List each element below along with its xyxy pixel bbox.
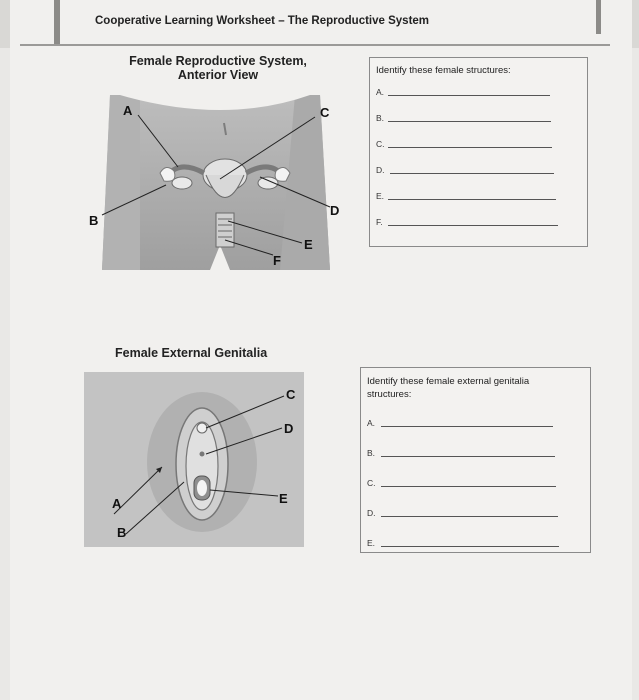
answer2-line-a[interactable] <box>381 426 553 427</box>
figure1-label-d: D <box>330 203 340 218</box>
answer-box2-heading <box>367 375 529 401</box>
section2-title: Female External Genitalia <box>115 346 268 360</box>
answer1-line-e[interactable] <box>388 199 556 200</box>
answer1-letter-c: C. <box>376 139 385 149</box>
answer1-line-a[interactable] <box>388 95 550 96</box>
answer2-letter-a: A. <box>367 418 376 428</box>
binder-clip-left <box>54 0 60 46</box>
vulva-illustration-icon <box>84 372 309 550</box>
answer-box-external-genitalia <box>360 367 591 553</box>
figure1-label-c: C <box>320 105 330 120</box>
section1-title-line1: Female Reproductive System, <box>129 54 307 68</box>
figure2-label-c: C <box>286 387 296 402</box>
figure2-label-b: B <box>117 525 127 540</box>
answer-box1-heading: Identify these female structures: <box>376 65 511 76</box>
figure2-label-e: E <box>279 491 288 506</box>
answer-box2-heading-line2: structures: <box>367 389 412 400</box>
answer-box-female-structures <box>369 57 588 247</box>
figure1-label-a: A <box>123 103 133 118</box>
answer2-line-b[interactable] <box>381 456 555 457</box>
answer2-letter-d: D. <box>367 508 376 518</box>
figure1-label-f: F <box>273 253 281 268</box>
worksheet-title: Cooperative Learning Worksheet – The Reproductive System <box>95 15 430 27</box>
answer1-line-c[interactable] <box>388 147 552 148</box>
answer1-line-d[interactable] <box>390 173 554 174</box>
figure2-label-a: A <box>112 496 122 511</box>
answer1-letter-f: F. <box>376 217 383 227</box>
anterior-view-figure <box>80 95 370 275</box>
answer2-line-d[interactable] <box>381 516 558 517</box>
figure2-label-d: D <box>284 421 294 436</box>
figure1-label-e: E <box>304 237 313 252</box>
external-genitalia-figure <box>84 372 309 550</box>
answer1-letter-a: A. <box>376 87 385 97</box>
uterus-illustration-icon <box>80 95 370 275</box>
answer2-letter-b: B. <box>367 448 376 458</box>
answer1-letter-e: E. <box>376 191 385 201</box>
section1-title-line2: Anterior View <box>177 68 259 82</box>
section1-title <box>118 54 318 82</box>
figure1-label-b: B <box>89 213 99 228</box>
answer2-letter-c: C. <box>367 478 376 488</box>
answer1-line-f[interactable] <box>388 225 558 226</box>
answer2-line-e[interactable] <box>381 546 559 547</box>
answer2-line-c[interactable] <box>381 486 556 487</box>
answer1-line-b[interactable] <box>388 121 551 122</box>
answer-box2-heading-line1: Identify these female external genitalia <box>367 376 530 387</box>
answer1-letter-b: B. <box>376 113 385 123</box>
answer2-letter-e: E. <box>367 538 376 548</box>
header-rule <box>20 44 610 46</box>
answer1-letter-d: D. <box>376 165 385 175</box>
binder-clip-right <box>596 0 601 34</box>
